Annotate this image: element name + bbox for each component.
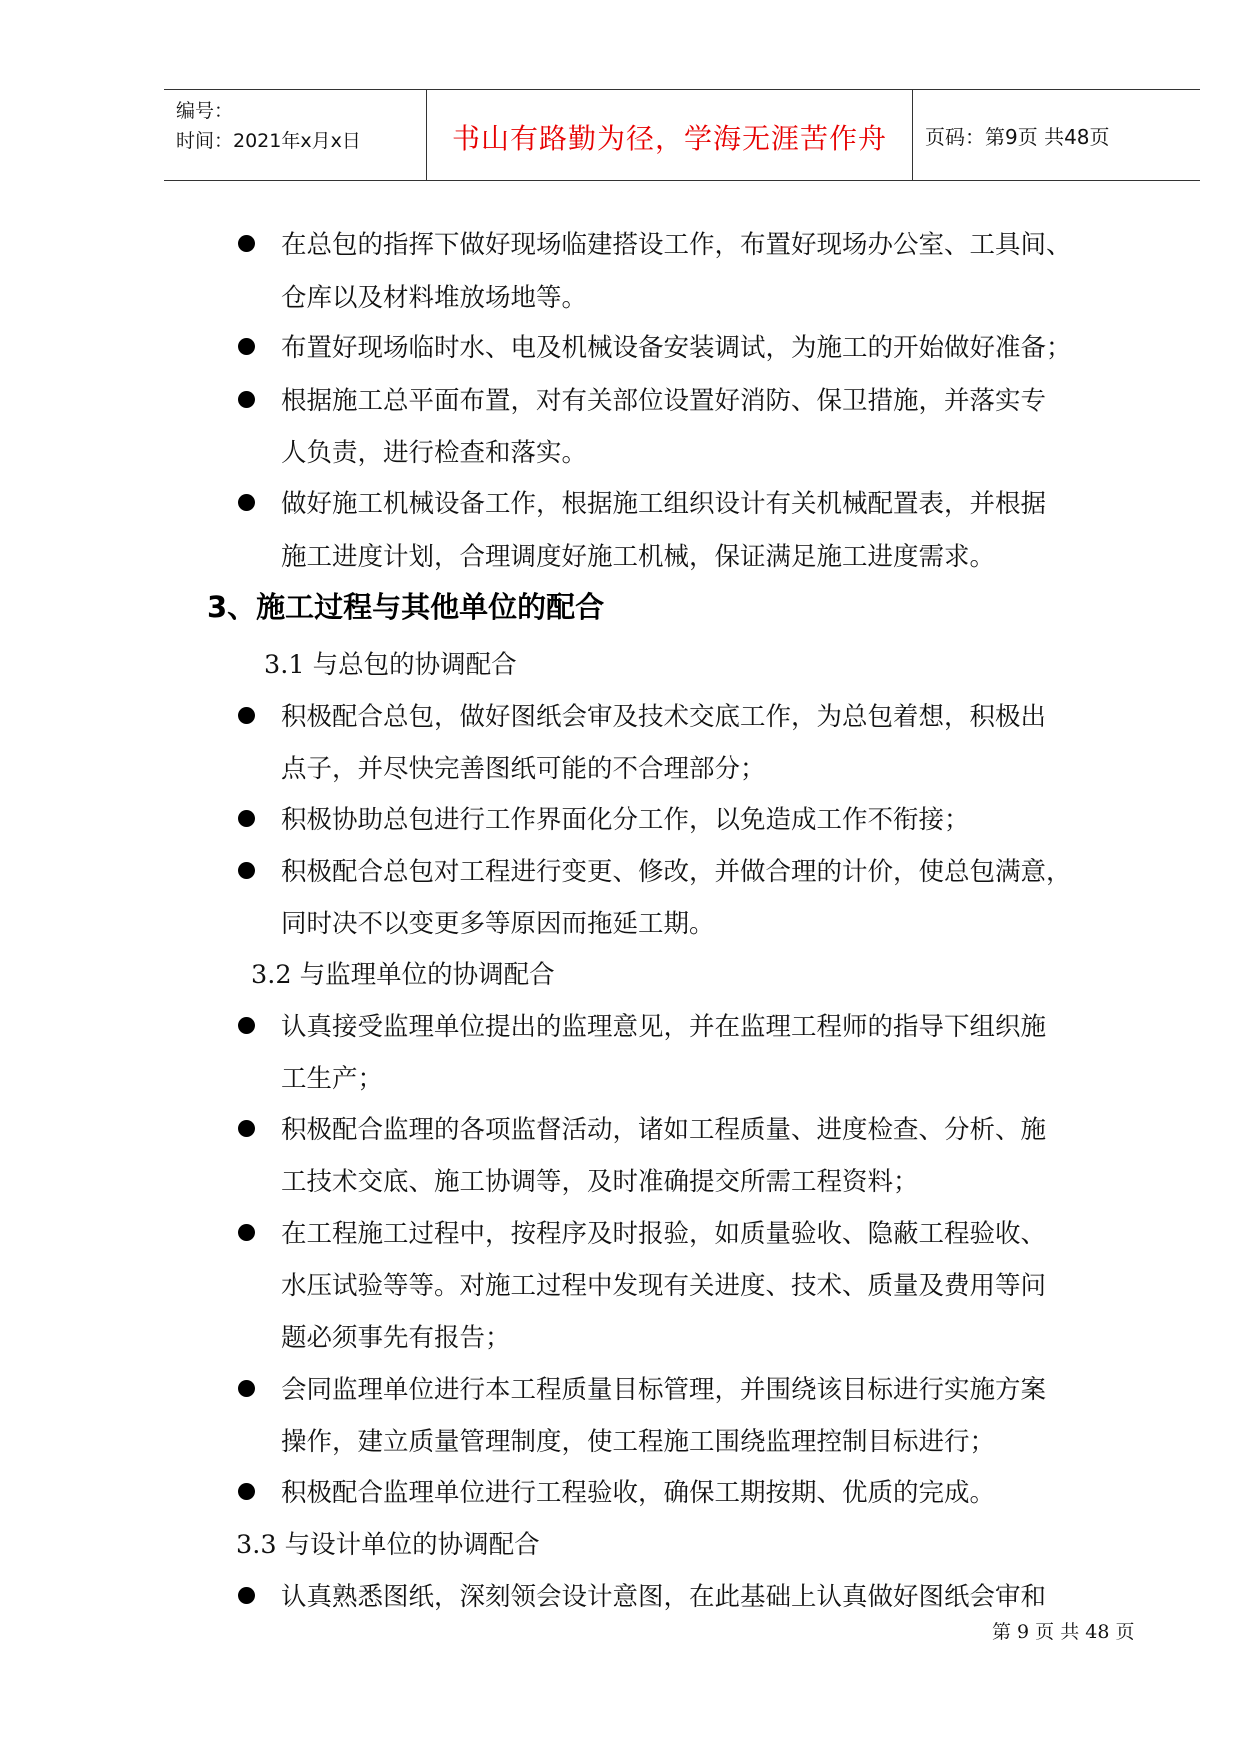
document-time-label: 时间：2021年x月x日 [176,130,361,152]
subsection-heading-3-3: 3.3 与设计单位的协调配合 [236,1530,540,1560]
paragraph-line: 积极配合监理的各项监督活动，诸如工程质量、进度检查、分析、施 [281,1115,1047,1145]
paragraph-line: 施工进度计划，合理调度好施工机械，保证满足施工进度需求。 [281,542,996,572]
subsection-heading-3-2: 3.2 与监理单位的协调配合 [251,960,555,990]
paragraph-line: 在总包的指挥下做好现场临建搭设工作，布置好现场办公室、工具间、 [281,230,1072,260]
bullet-icon [238,1017,255,1034]
paragraph-line: 积极配合总包对工程进行变更、修改，并做合理的计价，使总包满意， [281,857,1072,887]
header-left-cell [164,90,427,180]
paragraph-line: 水压试验等等。对施工过程中发现有关进度、技术、质量及费用等问 [281,1271,1047,1301]
paragraph-line: 工生产； [281,1064,384,1094]
paragraph-line: 操作，建立质量管理制度，使工程施工围绕监理控制目标进行； [281,1427,996,1457]
paragraph-line: 认真接受监理单位提出的监理意见，并在监理工程师的指导下组织施 [281,1012,1047,1042]
bullet-icon [238,391,255,408]
bullet-icon [238,235,255,252]
paragraph-line: 做好施工机械设备工作，根据施工组织设计有关机械配置表，并根据 [281,489,1047,519]
header-middle-cell [427,90,913,180]
paragraph-line: 同时决不以变更多等原因而拖延工期。 [281,909,715,939]
bullet-icon [238,1587,255,1604]
paragraph-line: 认真熟悉图纸，深刻领会设计意图，在此基础上认真做好图纸会审和 [281,1582,1047,1612]
paragraph-line: 在工程施工过程中，按程序及时报验，如质量验收、隐蔽工程验收、 [281,1219,1047,1249]
page-footer: 第 9 页 共 48 页 [992,1621,1135,1643]
bullet-icon [238,862,255,879]
paragraph-line: 点子，并尽快完善图纸可能的不合理部分； [281,754,766,784]
bullet-icon [238,494,255,511]
bullet-icon [238,1380,255,1397]
bullet-icon [238,810,255,827]
header-right-cell [913,90,1200,180]
paragraph-line: 人负责，进行检查和落实。 [281,438,588,468]
paragraph-line: 仓库以及材料堆放场地等。 [281,283,588,313]
header-page-label: 页码：第9页 共48页 [925,125,1110,149]
bullet-icon [238,338,255,355]
document-number-label: 编号： [176,100,234,122]
paragraph-line: 积极配合监理单位进行工程验收，确保工期按期、优质的完成。 [281,1478,996,1508]
paragraph-line: 布置好现场临时水、电及机械设备安装调试，为施工的开始做好准备； [281,333,1072,363]
paragraph-line: 积极协助总包进行工作界面化分工作，以免造成工作不衔接； [281,805,970,835]
bullet-icon [238,1224,255,1241]
paragraph-line: 积极配合总包，做好图纸会审及技术交底工作，为总包着想，积极出 [281,702,1047,732]
section-heading: 3、施工过程与其他单位的配合 [207,590,605,624]
paragraph-line: 会同监理单位进行本工程质量目标管理，并围绕该目标进行实施方案 [281,1375,1047,1405]
paragraph-line: 工技术交底、施工协调等，及时准确提交所需工程资料； [281,1167,919,1197]
paragraph-line: 根据施工总平面布置，对有关部位设置好消防、保卫措施，并落实专 [281,386,1047,416]
subsection-heading-3-1: 3.1 与总包的协调配合 [264,650,517,680]
bullet-icon [238,707,255,724]
document-header [164,89,1200,181]
paragraph-line: 题必须事先有报告； [281,1323,511,1353]
bullet-icon [238,1120,255,1137]
header-motto: 书山有路勤为径，学海无涯苦作舟 [451,122,887,155]
bullet-icon [238,1483,255,1500]
